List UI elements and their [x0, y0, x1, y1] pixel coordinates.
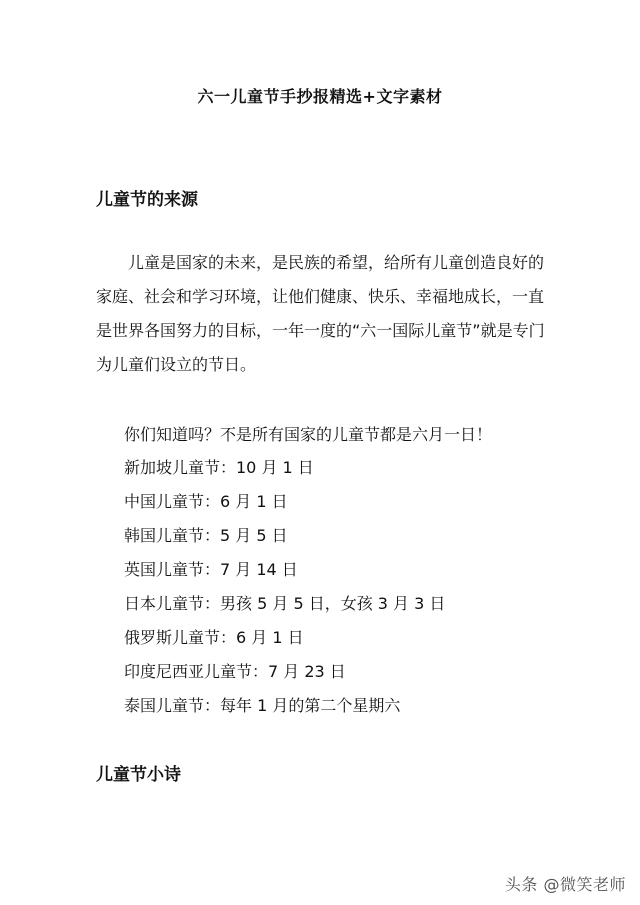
facts-intro: 你们知道吗？不是所有国家的儿童节都是六月一日！ — [124, 425, 493, 444]
list-item: 俄罗斯儿童节：6 月 1 日 — [124, 628, 304, 647]
list-item: 新加坡儿童节：10 月 1 日 — [124, 458, 314, 477]
watermark: 头条 @微笑老师 — [504, 875, 626, 894]
list-item: 韩国儿童节：5 月 5 日 — [124, 526, 288, 545]
section-heading-poem: 儿童节小诗 — [96, 765, 181, 785]
list-item: 印度尼西亚儿童节：7 月 23 日 — [124, 662, 346, 681]
section-heading-origin: 儿童节的来源 — [96, 190, 198, 210]
list-item: 日本儿童节：男孩 5 月 5 日，女孩 3 月 3 日 — [124, 594, 446, 613]
list-item: 英国儿童节：7 月 14 日 — [124, 560, 298, 579]
list-item: 泰国儿童节：每年 1 月的第二个星期六 — [124, 696, 401, 715]
origin-paragraph: 儿童是国家的未来，是民族的希望，给所有儿童创造良好的家庭、社会和学习环境，让他们健康、快乐、幸福地成长，一直是世界各国努力的目标，一年一度的“六一国际儿童节”就是专门为儿童们设立的节日。 — [96, 253, 545, 374]
facts-list — [124, 451, 445, 723]
document-title: 六一儿童节手抄报精选+文字素材 — [197, 87, 443, 106]
list-item: 中国儿童节：6 月 1 日 — [124, 492, 288, 511]
